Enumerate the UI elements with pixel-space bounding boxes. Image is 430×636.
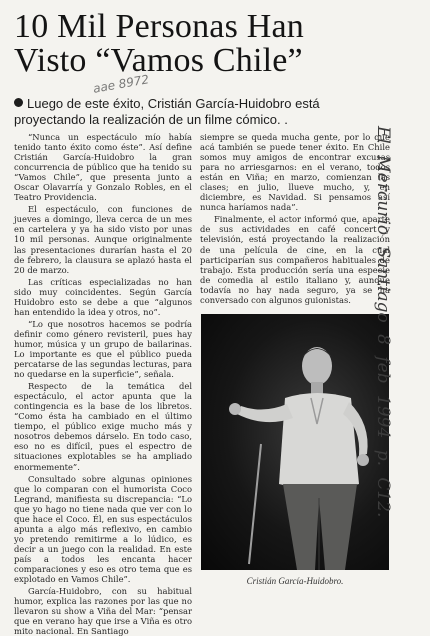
article-column-left <box>14 132 192 636</box>
subheadline <box>14 96 384 128</box>
paragraph: García-Huidobro, con su habitual humor, explica las razones por las que no llevaron su show a Viña del Mar: “pensar que en verano hay que irse a Viña es otro mito nacional. En Santiago <box>14 586 192 636</box>
paragraph: Respecto de la temática del espectáculo, el actor apunta que la contingencia es la base de los libretos. “Como ésta ha cambiado en el último tiempo, el público exige mucho más y nosotros debemos dárselo. En todo caso, eso no es difícil, pues el espectro de situaciones explotables se ha ampliado enormemente”. <box>14 381 192 472</box>
article-column-right <box>200 132 390 306</box>
headline <box>14 10 386 78</box>
photo-caption: Cristián García-Huidobro. <box>246 576 344 586</box>
paragraph: Consultado sobre algunas opiniones que lo comparan con el humorista Coco Legrand, manifiesta su discrepancia: “Lo que yo hago no tiene nada que ver con lo que hace el Coco. Él, en sus espectáculos apunta a algo más reflexivo, en cambio yo pretendo remitirme a lo lúdico, es decir a un juego con la realidad. En este país a todos les encanta hacer comparaciones y eso es otro tema que es explotado en Vamos Chile”. <box>14 473 192 585</box>
subheadline-text: Luego de este éxito, Cristián García-Huidobro está proyectando la realización de un filme cómico. . <box>14 96 320 127</box>
paragraph: El espectáculo, con funciones de jueves a domingo, lleva cerca de un mes en cartelera y ya ha sido visto por unas 10 mil personas. Aunque originalmente las presentaciones durarían hasta el 20 de febrero, la clausura se aplazó hasta el 20 de marzo. <box>14 204 192 275</box>
handwritten-archive-code: aae 8972 <box>92 72 151 96</box>
headline-line-2: Visto “Vamos Chile” <box>14 42 303 79</box>
actor-photo <box>201 314 389 570</box>
headline-line-1: 10 Mil Personas Han <box>14 8 304 45</box>
paragraph: “Lo que nosotros hacemos se podría definir como género revisteril, pues hay humor, música y un grupo de bailarinas. Lo importante es que el público pueda percatarse de las segundas lecturas, para no quedarse en la superficie”, señala. <box>14 318 192 380</box>
paragraph: “Nunca un espectáculo mío había tenido tanto éxito como éste”. Así define Cristián García-Huidobro la gran concurrencia de público que ha tenido su “Vamos Chile”, que presenta junto a Oscar Olavarría y Gonzalo Robles, en el Teatro Providencia. <box>14 132 192 203</box>
paragraph: siempre se queda mucha gente, por lo que acá también se puede tener éxito. En Chile somos muy amigos de encontrar excusas para no arriesgarnos: en el verano, todos están en Viña; en marzo, comienzan las clases; en julio, llueve mucho, y, en diciembre, es Navidad. Si pensamos así nunca haríamos nada”. <box>200 132 390 213</box>
paragraph: Las críticas especializadas no han sido muy coincidentes. Según García Huidobro esto se debe a que “algunos han entendido la idea y otros, no”. <box>14 276 192 317</box>
bullet-icon <box>14 98 23 107</box>
handwritten-source-note: El Mercurio Santiago 8 feb 1994 p. C12. <box>373 126 393 518</box>
paragraph: Finalmente, el actor informó que, aparte de sus actividades en café concert y televisión, está proyectando la realización de una película de cine, en la cual participarían sus compañeros habituales de trabajo. Esta producción sería una especie de comedia al estilo italiano y, aunque todavía no hay nada seguro, ya se ha conversado con algunos guionistas. <box>200 214 390 305</box>
actor-figure-illustration <box>201 314 389 570</box>
